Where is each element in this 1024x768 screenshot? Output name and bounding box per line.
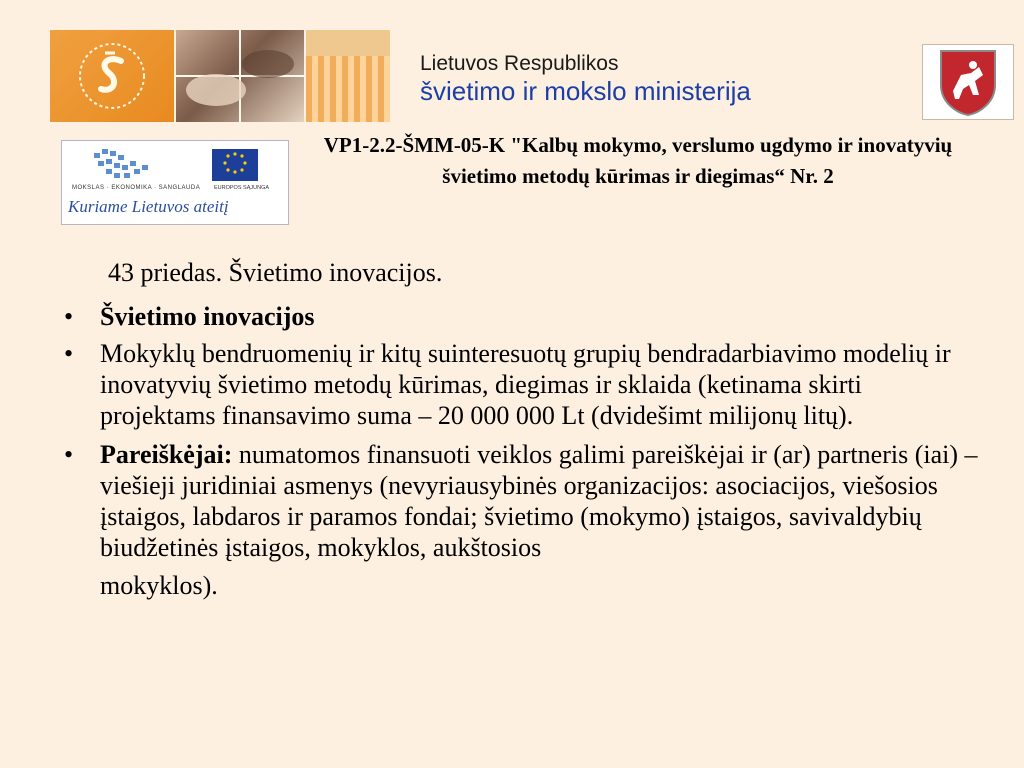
ministry-line1: Lietuvos Respublikos — [420, 52, 619, 75]
eu-small-left: MOKSLAS · EKONOMIKA · SANGLAUDA — [72, 185, 201, 191]
ministry-line2: švietimo ir mokslo ministerija — [420, 76, 751, 106]
coat-of-arms — [922, 44, 1014, 120]
bullet-text: Mokyklų bendruomenių ir kitų suinteresuotų grupių bendradarbiavimo modelių ir inovatyvių švietimo metodų kūrimas, diegimas ir sklaida (ketinama skirti projektams finansavimo suma – 20 000 000 Lt (dvidešimt milijonų litų). — [100, 339, 951, 430]
applicants-text: numatomos finansuoti veiklos galimi pareiškėjai ir (ar) partneris (iai) – viešieji juridiniai asmenys (nevyriausybinės organizacijos: asociacijos, viešosios įstaigos, labdaros ir paramos fondai; švietimo (mokymo) įstaigos, savivaldybių biudžetinės įstaigos, mokyklos, aukštosios — [100, 440, 978, 562]
bullet: • — [64, 339, 74, 368]
eu-small-right: EUROPOS SĄJUNGA — [214, 185, 270, 191]
eu-caption: Kuriame Lietuvos ateitį — [68, 197, 229, 216]
bullet-heading: Švietimo inovacijos — [100, 302, 315, 331]
bullet: • — [64, 440, 74, 469]
list-item — [60, 439, 980, 609]
list-item — [60, 338, 980, 431]
list-item — [60, 301, 980, 332]
header-stripes — [306, 56, 390, 122]
bullet: • — [64, 302, 74, 331]
bullet-list — [60, 301, 980, 617]
ministry-logo — [50, 30, 174, 122]
hands-photo — [176, 30, 304, 122]
annex-heading: 43 priedas. Švietimo inovacijos. — [108, 258, 443, 287]
applicants-last-line: mokyklos). — [100, 571, 218, 600]
lithuania-map-icon — [62, 141, 288, 191]
project-title: VP1-2.2-ŠMM-05-K "Kalbų mokymo, verslumo ugdymo ir inovatyvių švietimo metodų kūrimas ir diegimas“ Nr. 2 — [323, 133, 953, 188]
lithuanian-coat-of-arms-icon — [923, 45, 1013, 119]
ministry-name — [420, 52, 751, 106]
applicants-label: Pareiškėjai: — [100, 440, 233, 469]
eu-funds-logo — [61, 140, 289, 225]
ministry-s-emblem-icon — [77, 41, 147, 111]
